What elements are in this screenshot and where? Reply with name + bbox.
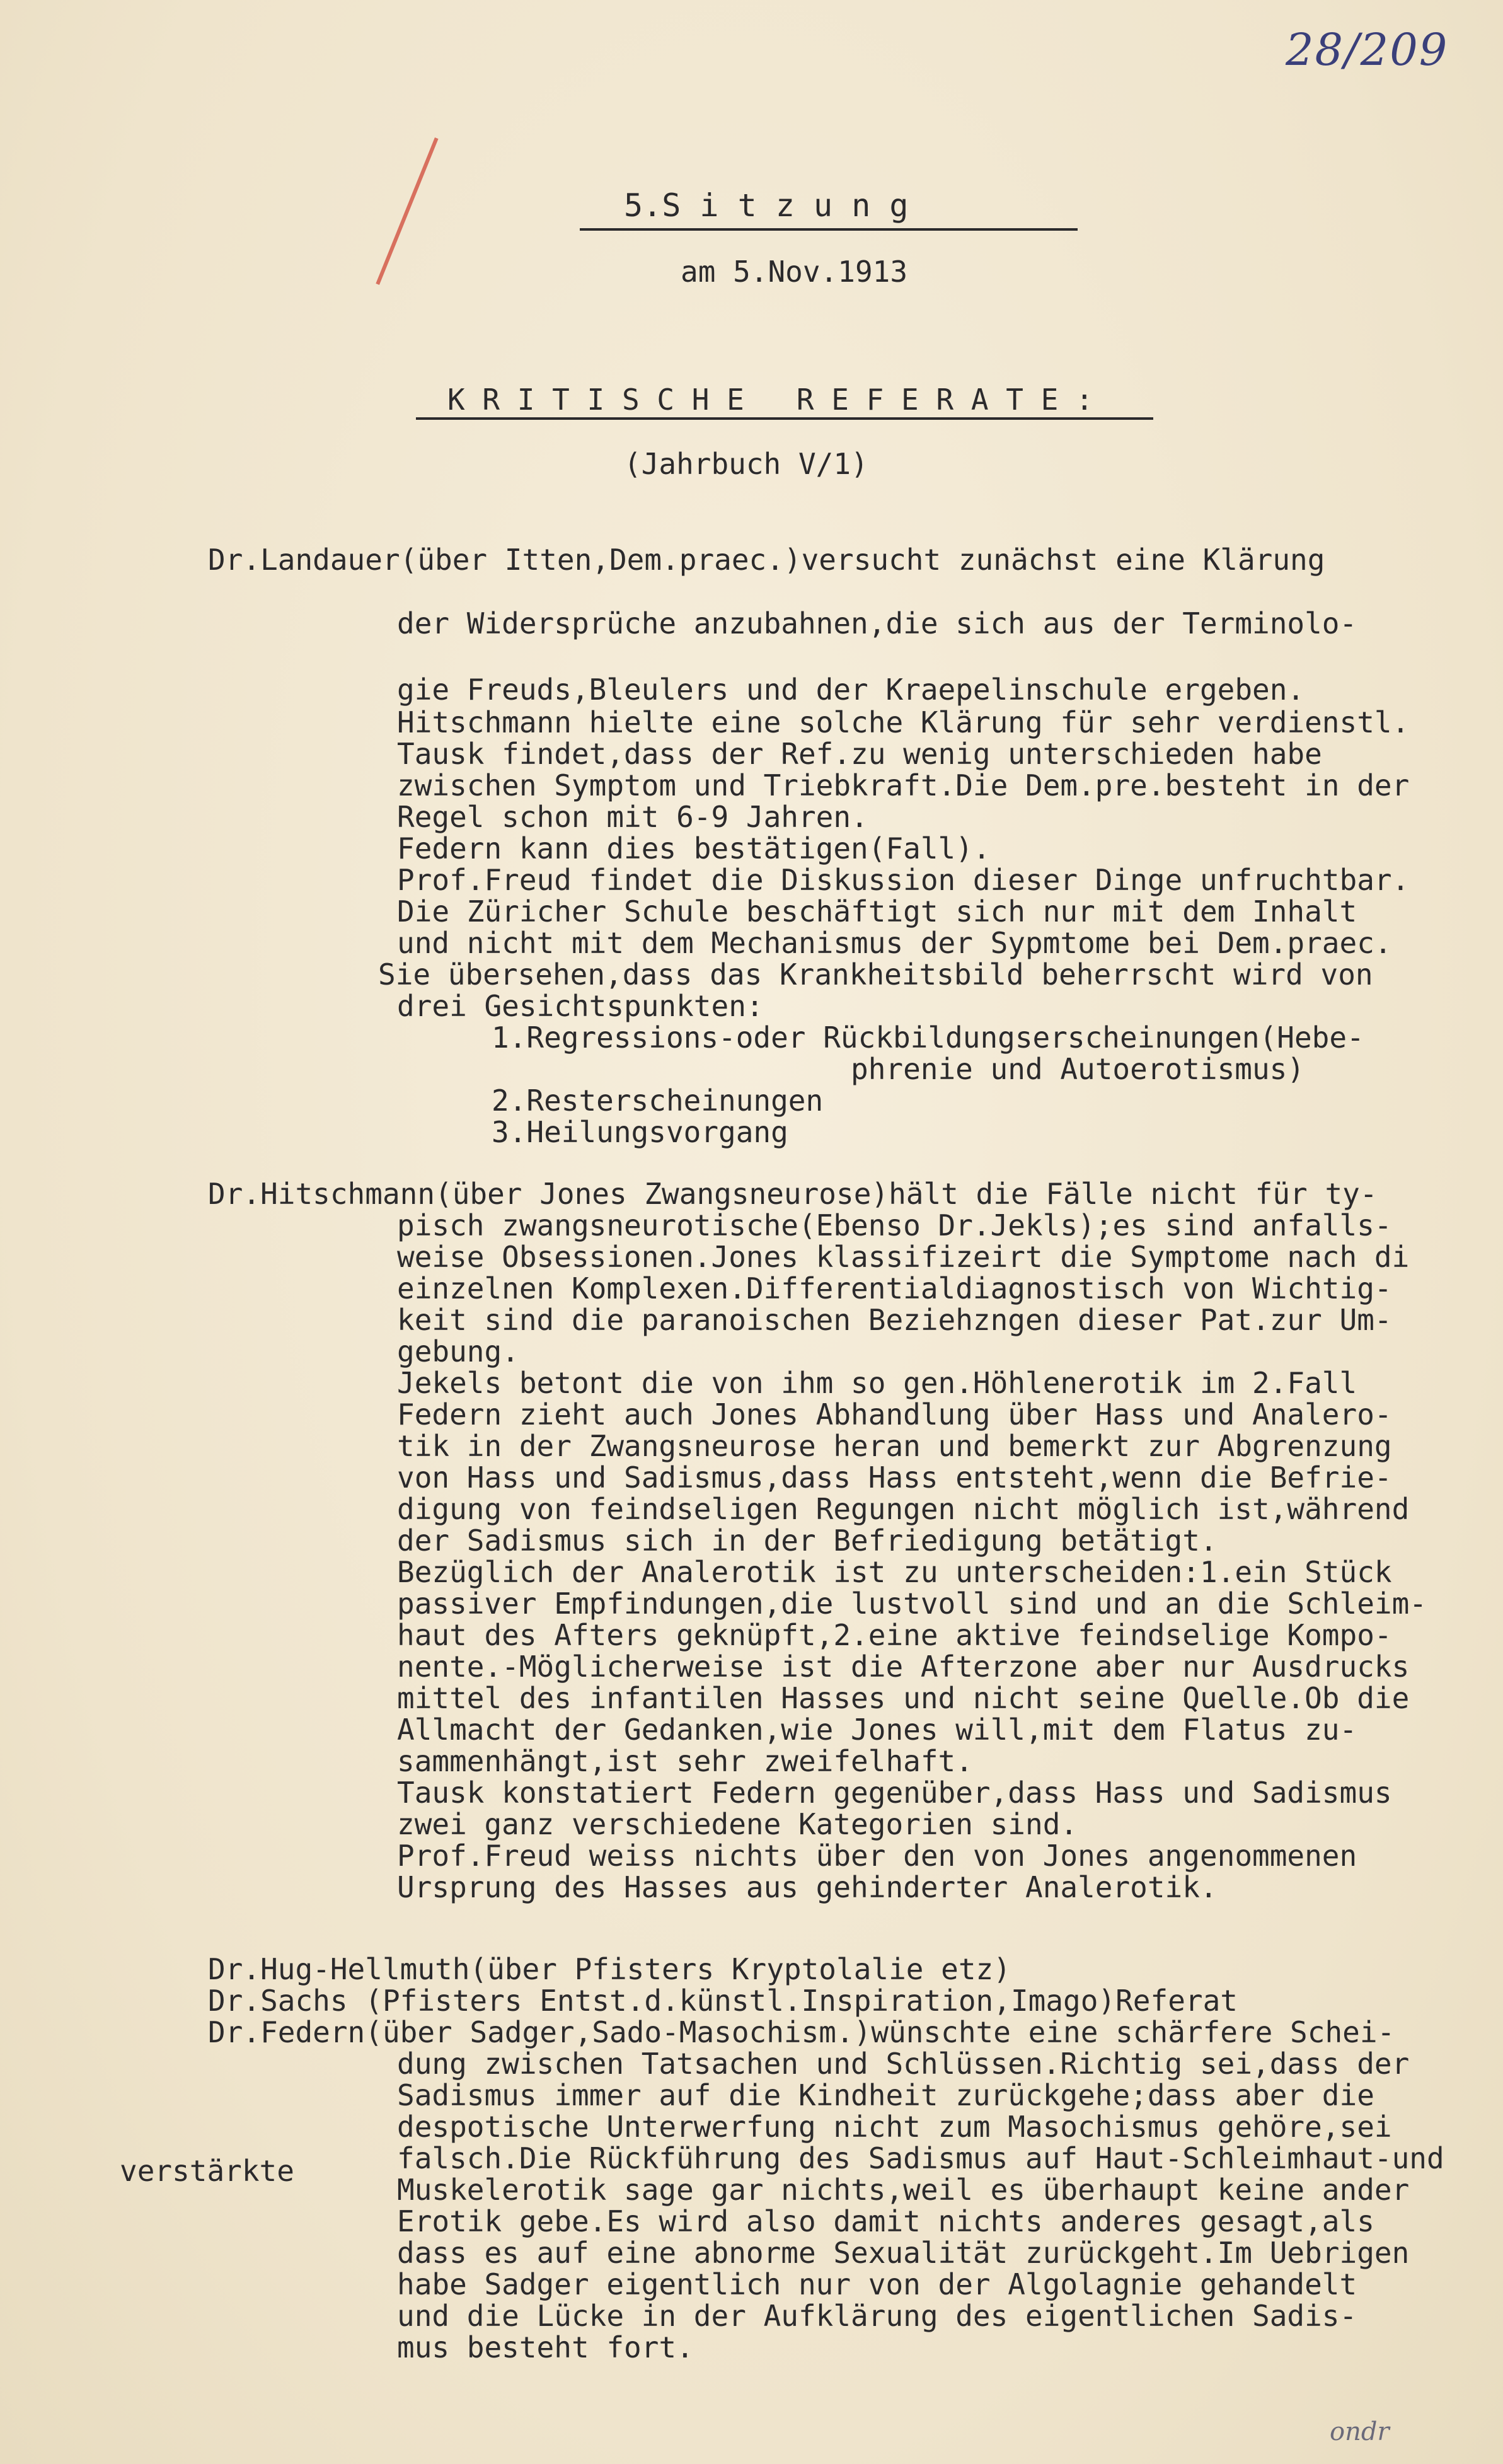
red-pencil-mark [376,137,438,285]
text-line: passiver Empfindungen,die lustvoll sind und an die Schleim- [397,1587,1427,1621]
text-line: gie Freuds,Bleulers und der Kraepelinschule ergeben. [397,673,1305,707]
text-line: zwei ganz verschiedene Kategorien sind. [397,1807,1078,1841]
text-line: gebung. [397,1334,519,1368]
text-line: drei Gesichtspunkten: [397,989,764,1023]
text-line: Ursprung des Hasses aus gehinderter Analerotik. [397,1870,1218,1904]
text-line: Tausk findet,dass der Ref.zu wenig unterschieden habe [397,737,1322,771]
text-line: und die Lücke in der Aufklärung des eigentlichen Sadis- [397,2299,1357,2333]
text-line: der Sadismus sich in der Befriedigung betätigt. [397,1524,1218,1558]
text-line: falsch.Die Rückführung des Sadismus auf Haut-Schleimhaut-und [397,2141,1444,2175]
text-line: Tausk konstatiert Federn gegenüber,dass Hass und Sadismus [397,1776,1392,1810]
text-line: mittel des infantilen Hasses und nicht seine Quelle.Ob die [397,1681,1410,1715]
text-line: haut des Afters geknüpft,2.eine aktive feindselige Kompo- [397,1618,1392,1652]
session-date: am 5.Nov.1913 [681,255,908,289]
list-item-continued: phrenie und Autoerotismus) [851,1052,1305,1086]
jahrbuch-line: (Jahrbuch V/1) [624,447,868,481]
text-line: einzelnen Komplexen.Differentialdiagnostisch von Wichtig- [397,1271,1392,1305]
text-line: zwischen Symptom und Triebkraft.Die Dem.pre.besteht in der [397,768,1410,802]
text-line: Federn kann dies bestätigen(Fall). [397,831,991,865]
list-item: 3.Heilungsvorgang [492,1115,788,1149]
text-line: Dr.Sachs (Pfisters Entst.d.künstl.Inspiration,Imago)Referat [208,1984,1238,2018]
text-line: von Hass und Sadismus,dass Hass entsteht,wenn die Befrie- [397,1460,1392,1495]
text-line: mus besteht fort. [397,2330,694,2364]
text-line: Erotik gebe.Es wird also damit nichts anderes gesagt,als [397,2204,1374,2238]
text-line: tik in der Zwangsneurose heran und bemerkt zur Abgrenzung [397,1429,1392,1463]
text-line: der Widersprüche anzubahnen,die sich aus der Terminolo- [397,606,1357,640]
title-underline [580,228,1078,231]
text-line: Dr.Hug-Hellmuth(über Pfisters Kryptolalie etz) [208,1952,1011,1986]
heading-underline [416,417,1153,420]
text-line: Bezüglich der Analerotik ist zu unterscheiden:1.ein Stück [397,1555,1392,1589]
text-line: habe Sadger eigentlich nur von der Algolagnie gehandelt [397,2267,1357,2301]
text-line: Hitschmann hielte eine solche Klärung für sehr verdienstl. [397,705,1410,739]
text-line: Federn zieht auch Jones Abhandlung über Hass und Analero- [397,1397,1392,1432]
text-line: keit sind die paranoischen Beziehzngen dieser Pat.zur Um- [397,1303,1392,1337]
text-line: Sadismus immer auf die Kindheit zurückgehe;dass aber die [397,2078,1374,2112]
handwritten-scribble: ondr [1330,2417,1390,2446]
text-line: Dr.Hitschmann(über Jones Zwangsneurose)hält die Fälle nicht für ty- [208,1177,1378,1211]
text-line: und nicht mit dem Mechanismus der Sypmtome bei Dem.praec. [397,926,1392,960]
text-line: Allmacht der Gedanken,wie Jones will,mit dem Flatus zu- [397,1713,1357,1747]
archive-reference: 28/209 [1286,24,1449,76]
text-line: Die Züricher Schule beschäftigt sich nur mit dem Inhalt [397,894,1357,928]
text-line: Dr.Federn(über Sadger,Sado-Masochism.)wünschte eine schärfere Schei- [208,2015,1395,2049]
text-line: pisch zwangsneurotische(Ebenso Dr.Jekls);es sind anfalls- [397,1208,1392,1242]
text-line: despotische Unterwerfung nicht zum Masochismus gehöre,sei [397,2110,1392,2144]
text-line: Jekels betont die von ihm so gen.Höhlenerotik im 2.Fall [397,1366,1357,1400]
text-line: digung von feindseligen Regungen nicht möglich ist,während [397,1492,1410,1526]
text-line: Sie übersehen,dass das Krankheitsbild beherrscht wird von [378,957,1373,992]
text-line: Prof.Freud findet die Diskussion dieser Dinge unfruchtbar. [397,863,1410,897]
section-heading: K R I T I S C H E R E F E R A T E : [447,383,1093,417]
text-line: weise Obsessionen.Jones klassifizeirt die Symptome nach di [397,1240,1410,1274]
list-item: 2.Resterscheinungen [492,1084,824,1118]
text-line: sammenhängt,ist sehr zweifelhaft. [397,1744,973,1778]
text-line: dass es auf eine abnorme Sexualität zurückgeht.Im Uebrigen [397,2236,1410,2270]
text-line: nente.-Möglicherweise ist die Afterzone aber nur Ausdrucks [397,1650,1410,1684]
text-line: Dr.Landauer(über Itten,Dem.praec.)versucht zunächst eine Klärung [208,543,1325,577]
session-title: 5.S i t z u n g [624,187,909,224]
list-item: 1.Regressions-oder Rückbildungserscheinungen(Hebe- [492,1021,1364,1055]
text-line: Muskelerotik sage gar nichts,weil es überhaupt keine ander [397,2173,1410,2207]
text-line: Regel schon mit 6-9 Jahren. [397,800,868,834]
margin-note: verstärkte [120,2154,294,2188]
text-line: Prof.Freud weiss nichts über den von Jones angenommenen [397,1839,1357,1873]
text-line: dung zwischen Tatsachen und Schlüssen.Richtig sei,dass der [397,2047,1410,2081]
